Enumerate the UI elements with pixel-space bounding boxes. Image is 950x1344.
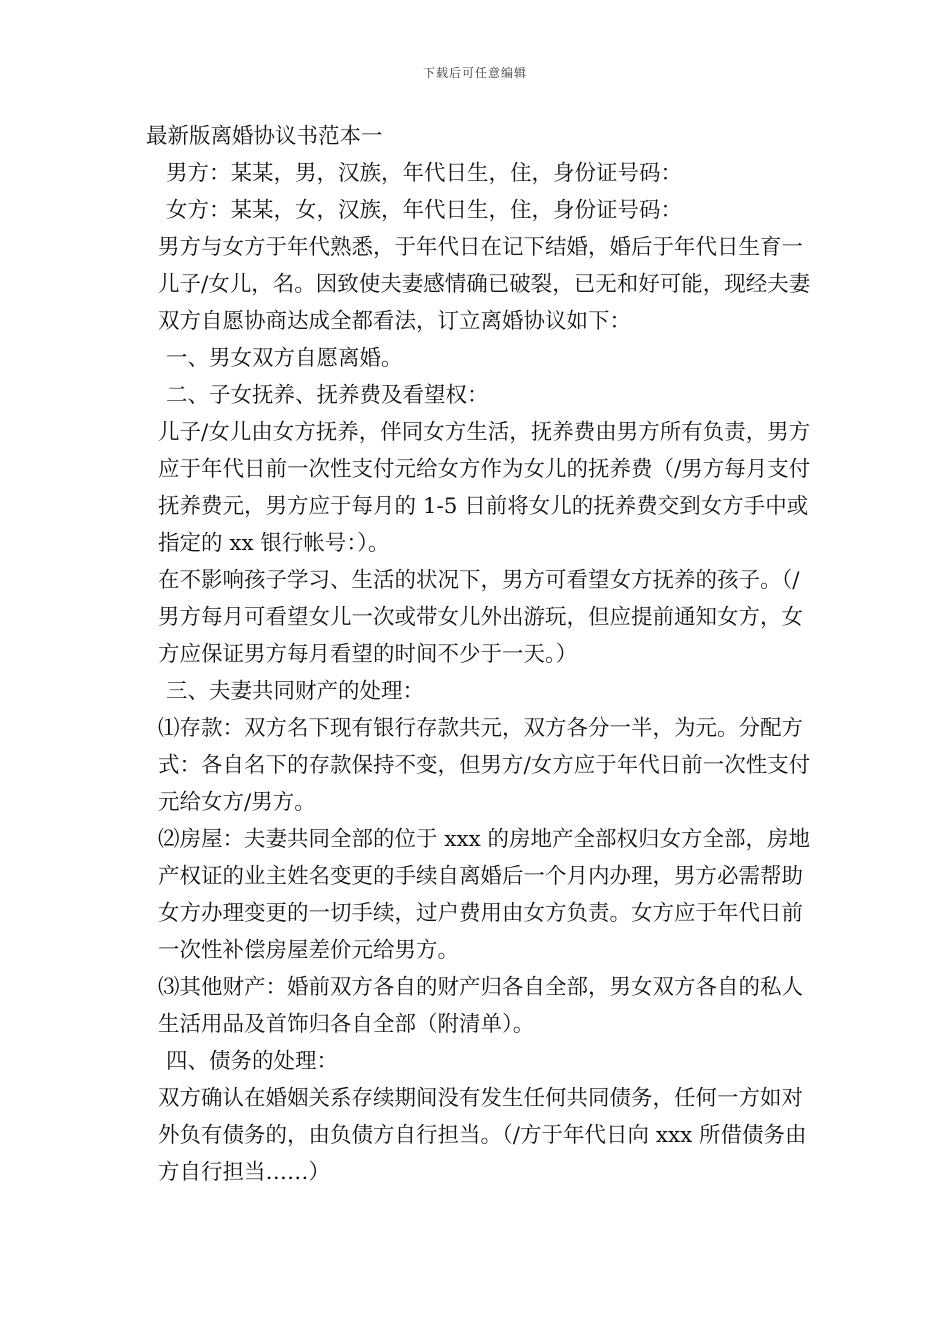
paragraph-debts: 双方确认在婚姻关系存续期间没有发生任何共同债务，任何一方如对外负有债务的，由负债方自行担当。（/方于年代日向 xxx 所借债务由方自行担当……）: [158, 1086, 807, 1185]
section-2-heading: 二、子女抚养、抚养费及看望权：: [166, 383, 489, 408]
paragraph-visitation: 在不影响孩子学习、生活的状况下，男方可看望女方抚养的孩子。（/男方每月可看望女儿一次或带女儿外出游玩，但应提前通知女方，女方应保证男方每月看望的时间不少于一天。）: [158, 568, 804, 667]
paragraph-male-party: 男方：某某，男，汉族，年代日生，住，身份证号码：: [166, 161, 683, 186]
section-4-heading: 四、债务的处理：: [166, 1049, 339, 1074]
paragraph-custody: 儿子/女儿由女方抚养，伴同女方生活，抚养费由男方所有负责，男方应于年代日前一次性支付元给女方作为女儿的抚养费（/男方每月支付抚养费元，男方应于每月的 1-5 日前将女儿的抚养费交到女方手中或指定的 xx 银行帐号：）。: [158, 420, 811, 556]
paragraph-background: 男方与女方于年代熟悉，于年代日在记下结婚，婚后于年代日生育一儿子/女儿，名。因致使夫妻感情确已破裂，已无和好可能，现经夫妻双方自愿协商达成全都看法，订立离婚协议如下：: [158, 235, 811, 334]
document-title: 最新版离婚协议书范本一: [146, 124, 383, 149]
section-3-heading: 三、夫妻共同财产的处理：: [166, 679, 425, 704]
paragraph-female-party: 女方：某某，女，汉族，年代日生，住，身份证号码：: [166, 198, 683, 223]
paragraph-house: ⑵房屋：夫妻共同全部的位于 xxx 的房地产全部权归女方全部，房地产权证的业主姓名变更的手续自离婚后一个月内办理，男方必需帮助女方办理变更的一切手续，过户费用由女方负责。女方应于年代日前一次性补偿房屋差价元给男方。: [158, 827, 811, 963]
header-note: 下载后可任意编辑: [422, 66, 527, 80]
paragraph-other-property: ⑶其他财产：婚前双方各自的财产归各自全部，男女双方各自的私人生活用品及首饰归各自全部（附清单）。: [158, 975, 804, 1037]
document-body: [146, 118, 818, 1191]
paragraph-savings: ⑴存款：双方名下现有银行存款共元，双方各分一半，为元。分配方式：各自名下的存款保持不变，但男方/女方应于年代日前一次性支付元给女方/男方。: [158, 716, 811, 815]
section-1-heading: 一、男女双方自愿离婚。: [166, 346, 403, 371]
